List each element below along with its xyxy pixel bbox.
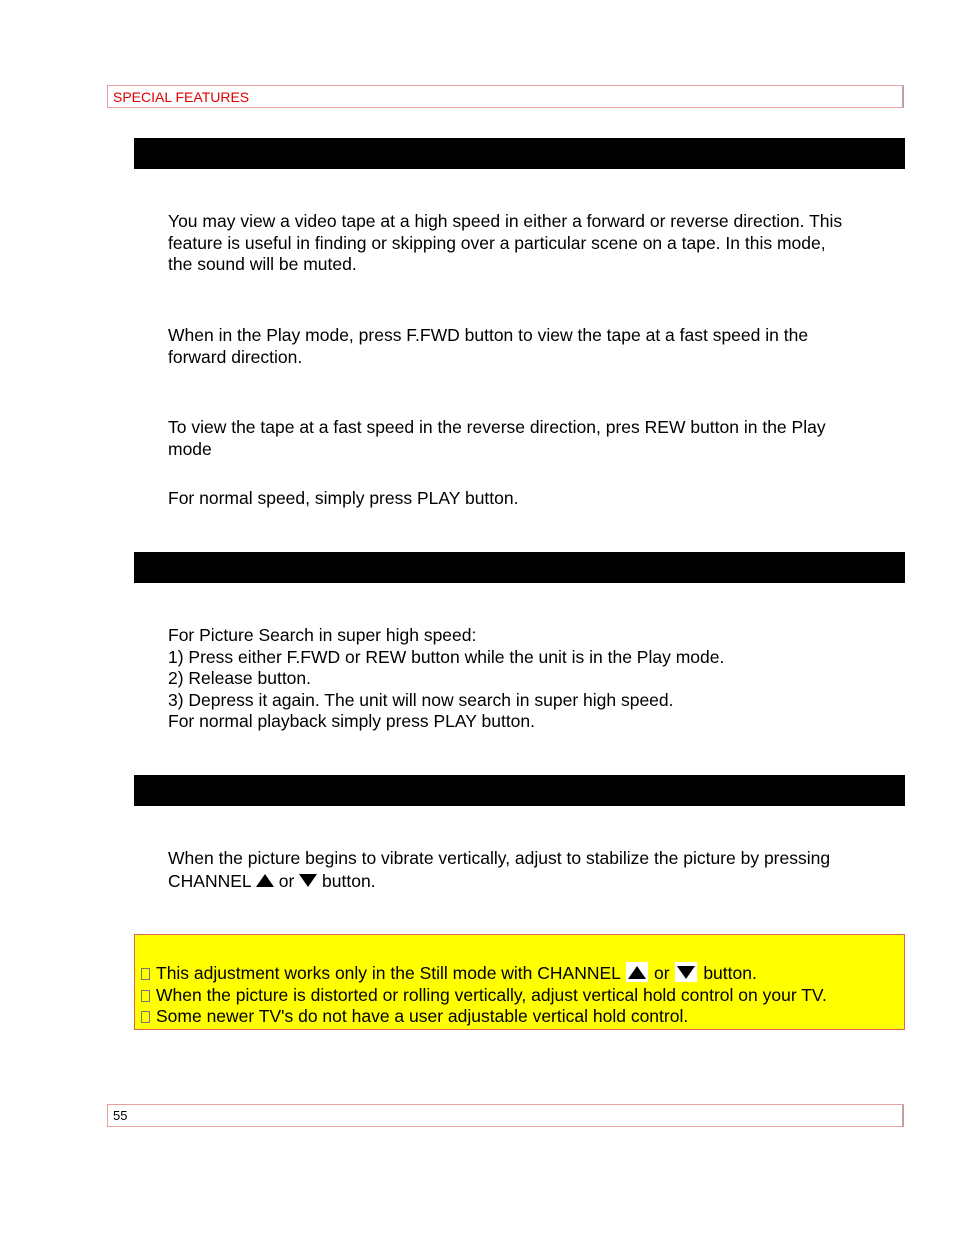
text-line: For Picture Search in super high speed: (168, 625, 477, 645)
button-label: button. (322, 871, 376, 891)
button-label: button. (703, 963, 757, 983)
bullet-icon (141, 990, 150, 1002)
section-title-bar-vertical-lock (134, 775, 905, 806)
channel-up-icon (626, 962, 648, 982)
page-number: 55 (113, 1108, 128, 1123)
speed-search-intro (168, 211, 904, 276)
or-label: or (654, 963, 670, 983)
text-line-with-icons (168, 870, 904, 893)
note-box (134, 934, 905, 1030)
page-header (107, 85, 904, 108)
bullet-icon (141, 1011, 150, 1023)
section-title-bar-speed-search (134, 138, 905, 169)
channel-label: CHANNEL (168, 871, 251, 891)
speed-search-normal (168, 488, 904, 510)
section-title-bar-super-high-speed (134, 552, 905, 583)
note-text: When the picture is distorted or rolling vertically, adjust vertical hold control on your TV. (156, 984, 827, 1005)
vertical-lock-instructions (168, 847, 904, 893)
note-text: This adjustment works only in the Still mode with CHANNEL (156, 963, 621, 983)
bullet-icon (141, 968, 150, 980)
super-high-speed-steps (168, 625, 904, 733)
note-lines (141, 962, 827, 1028)
text-line: To view the tape at a fast speed in the reverse direction, pres REW button in the Play (168, 417, 826, 437)
text-line: For normal speed, simply press PLAY button. (168, 488, 519, 508)
text-line: For normal playback simply press PLAY button. (168, 711, 536, 731)
page-footer (107, 1104, 904, 1127)
speed-search-reverse (168, 417, 904, 460)
text-line: 2) Release button. (168, 668, 312, 688)
text-line: When in the Play mode, press F.FWD button to view the tape at a fast speed in the (168, 325, 809, 345)
speed-search-forward (168, 325, 904, 368)
note-text: Some newer TV's do not have a user adjustable vertical hold control. (156, 1006, 689, 1026)
text-line: When the picture begins to vibrate vertically, adjust to stabilize the picture by pressing (168, 848, 831, 868)
text-line: 3) Depress it again. The unit will now search in super high speed. (168, 689, 674, 710)
or-label: or (278, 871, 295, 891)
note-line (141, 1006, 827, 1028)
text-line: the sound will be muted. (168, 254, 357, 274)
channel-down-icon (299, 874, 317, 887)
channel-up-icon (256, 874, 274, 887)
note-line (141, 962, 827, 985)
note-line (141, 985, 827, 1007)
text-line: 1) Press either F.FWD or REW button while the unit is in the Play mode. (168, 646, 725, 667)
text-line: mode (168, 438, 212, 459)
text-line: You may view a video tape at a high speed in either a forward or reverse direction. This (168, 211, 843, 231)
text-line: forward direction. (168, 346, 303, 367)
text-line: feature is useful in finding or skipping over a particular scene on a tape. In this mode, (168, 232, 826, 253)
section-label: SPECIAL FEATURES (113, 89, 250, 105)
channel-down-icon (675, 962, 697, 982)
